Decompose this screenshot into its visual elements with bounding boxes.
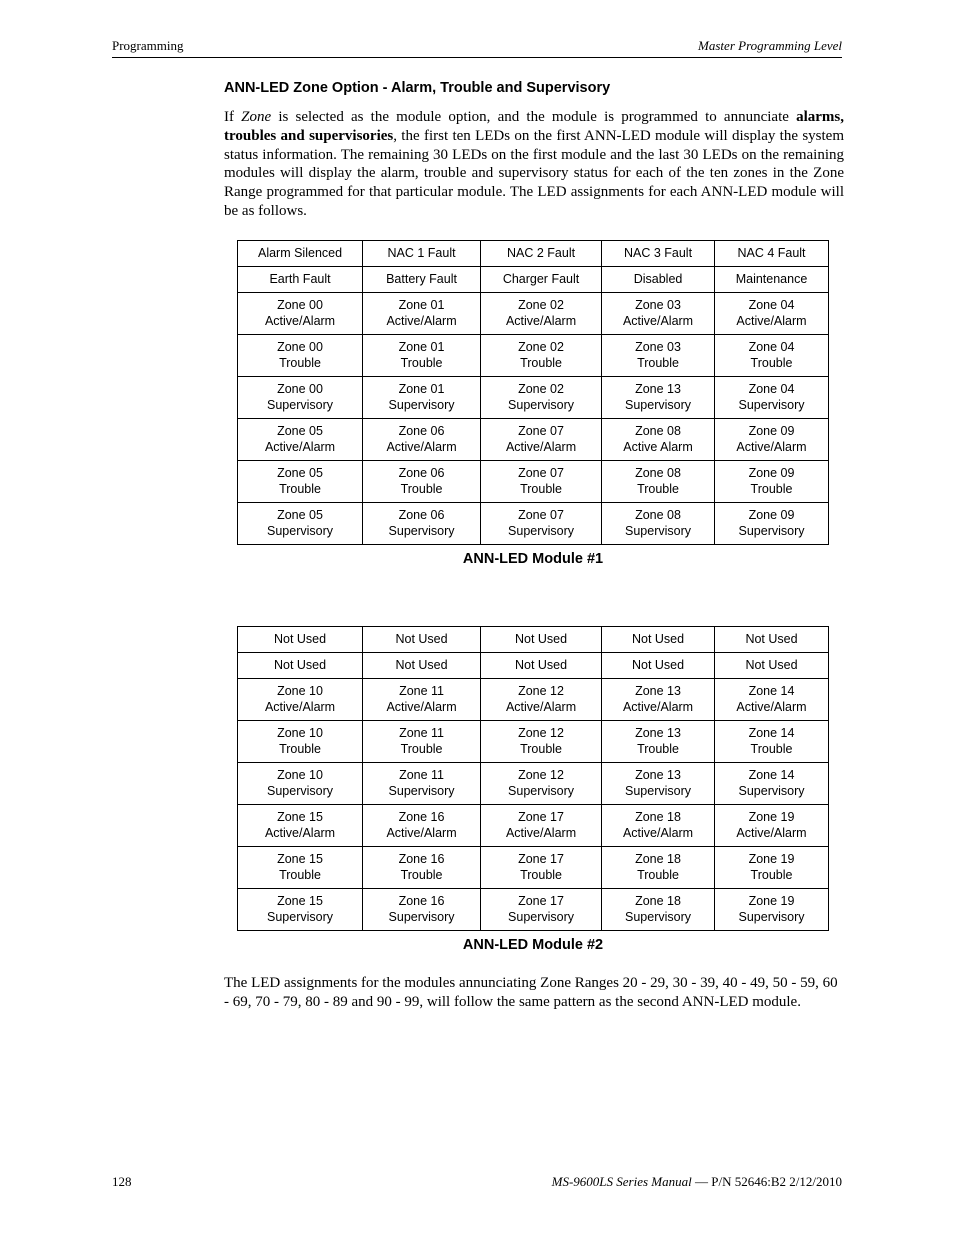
led-cell-line: Active/Alarm	[505, 825, 577, 840]
led-cell	[715, 241, 829, 267]
led-cell	[481, 721, 602, 763]
led-cell-line: Active/Alarm	[386, 439, 457, 454]
led-cell-line: Zone 05	[277, 508, 323, 522]
led-cell-line: Trouble	[750, 355, 793, 370]
led-cell-line: Zone 15	[277, 852, 323, 866]
led-cell-line: Not Used	[745, 657, 798, 672]
led-cell-line: Zone 16	[398, 810, 445, 824]
table-row	[238, 889, 829, 931]
led-cell-line: NAC 2 Fault	[506, 245, 576, 260]
led-cell-line: Zone 03	[635, 298, 681, 312]
led-cell-line: Active/Alarm	[264, 699, 336, 714]
led-cell-line: Zone 02	[518, 298, 564, 312]
led-cell-line: NAC 3 Fault	[623, 245, 693, 260]
closing-text: The LED assignments for the modules annunciating Zone Ranges 20 - 29, 30 - 39, 40 - 49, 50 - 59, 60 - 69, 70 - 79, 80 - 89 and 90 - 99, will follow the same pattern as the second ANN-LED module.	[224, 975, 838, 1010]
led-cell-line: Supervisory	[388, 909, 455, 924]
header-section-label: Programming	[112, 38, 184, 53]
table-row	[238, 847, 829, 889]
intro-text-2: is selected as the module option, and the module is programmed to annunciate	[271, 109, 797, 125]
led-cell	[602, 763, 715, 805]
led-cell-line: Supervisory	[508, 523, 575, 538]
led-cell-line: Zone 07	[518, 466, 564, 480]
led-cell-line: Active/Alarm	[264, 313, 336, 328]
led-cell-line: NAC 1 Fault	[387, 245, 456, 260]
led-cell	[363, 335, 481, 377]
led-cell-line: Zone 04	[748, 340, 795, 354]
led-cell	[715, 763, 829, 805]
led-cell-line: Zone 07	[518, 424, 564, 438]
led-cell	[238, 503, 363, 545]
led-cell-line: Zone 13	[635, 382, 681, 396]
led-cell-line: Zone 12	[518, 768, 564, 782]
led-cell	[363, 889, 481, 931]
led-cell-line: Zone 09	[748, 424, 795, 438]
led-cell-line: Earth Fault	[269, 271, 331, 286]
led-cell-line: Active/Alarm	[386, 313, 457, 328]
intro-zone-term: Zone	[241, 109, 272, 125]
led-cell-line: Active/Alarm	[736, 313, 807, 328]
led-cell	[715, 847, 829, 889]
led-cell	[602, 721, 715, 763]
led-cell-line: Supervisory	[508, 909, 575, 924]
led-cell-line: Active/Alarm	[264, 439, 336, 454]
led-cell-line: Zone 07	[518, 508, 564, 522]
table-row	[238, 805, 829, 847]
led-cell-line: Supervisory	[625, 523, 692, 538]
led-cell-line: Supervisory	[738, 783, 805, 798]
led-cell-line: Zone 16	[398, 852, 445, 866]
led-cell-line: Zone 04	[748, 382, 795, 396]
led-cell	[238, 721, 363, 763]
led-cell	[715, 461, 829, 503]
led-cell-line: Supervisory	[625, 783, 692, 798]
led-cell	[602, 847, 715, 889]
led-cell	[602, 241, 715, 267]
led-cell-line: Zone 08	[635, 466, 681, 480]
led-cell-line: Zone 08	[635, 424, 681, 438]
led-cell-line: Zone 13	[635, 726, 681, 740]
led-cell	[481, 627, 602, 653]
led-cell-line: Zone 17	[518, 810, 564, 824]
led-cell	[715, 889, 829, 931]
table-row	[238, 627, 829, 653]
table-row	[238, 503, 829, 545]
led-cell-line: Zone 10	[277, 726, 323, 740]
led-cell-line: Trouble	[400, 355, 443, 370]
led-cell-line: Zone 13	[635, 768, 681, 782]
led-cell-line: Supervisory	[738, 909, 805, 924]
led-cell-line: Zone 17	[518, 852, 564, 866]
module-1-caption: ANN-LED Module #1	[462, 551, 604, 567]
led-cell	[481, 805, 602, 847]
led-cell	[363, 419, 481, 461]
led-cell-line: Supervisory	[625, 909, 692, 924]
led-cell-line: Zone 13	[635, 684, 681, 698]
led-cell	[238, 679, 363, 721]
led-cell	[481, 889, 602, 931]
led-cell-line: Zone 19	[748, 852, 795, 866]
led-cell-line: Zone 06	[398, 424, 445, 438]
led-cell	[238, 377, 363, 419]
led-cell	[602, 889, 715, 931]
led-cell	[363, 503, 481, 545]
led-cell-line: Active Alarm	[623, 439, 693, 454]
page-number: 128	[112, 1174, 132, 1189]
led-cell-line: Supervisory	[388, 397, 455, 412]
led-cell	[238, 889, 363, 931]
led-cell-line: Supervisory	[625, 397, 692, 412]
led-cell-line: Zone 05	[277, 424, 323, 438]
led-cell-line: Zone 15	[277, 810, 323, 824]
led-cell	[602, 419, 715, 461]
ann-led-module-2-table	[237, 626, 829, 931]
led-cell-line: Supervisory	[388, 523, 455, 538]
led-cell-line: Trouble	[520, 481, 562, 496]
led-cell	[481, 653, 602, 679]
led-cell	[481, 241, 602, 267]
led-cell-line: Trouble	[279, 867, 321, 882]
led-cell-line: Supervisory	[388, 783, 455, 798]
led-cell-line: Active/Alarm	[736, 825, 807, 840]
led-cell-line: Zone 01	[398, 340, 445, 354]
led-cell	[363, 679, 481, 721]
led-cell	[481, 847, 602, 889]
led-cell-line: Supervisory	[267, 523, 334, 538]
led-cell-line: Zone 14	[748, 684, 795, 698]
led-cell	[481, 503, 602, 545]
footer-part-number: — P/N 52646:B2 2/12/2010	[691, 1174, 842, 1189]
table-row	[238, 679, 829, 721]
led-cell	[238, 805, 363, 847]
led-cell-line: NAC 4 Fault	[737, 245, 806, 260]
led-cell-line: Not Used	[745, 631, 798, 646]
table-row	[238, 461, 829, 503]
led-cell-line: Active/Alarm	[622, 699, 694, 714]
led-cell	[238, 653, 363, 679]
led-cell	[363, 377, 481, 419]
table-row	[238, 653, 829, 679]
led-cell	[238, 293, 363, 335]
led-cell-line: Supervisory	[738, 397, 805, 412]
led-cell-line: Maintenance	[735, 271, 808, 286]
led-cell-line: Zone 14	[748, 726, 795, 740]
led-cell-line: Zone 08	[635, 508, 681, 522]
led-cell	[363, 653, 481, 679]
led-cell-line: Active/Alarm	[505, 439, 577, 454]
led-cell	[238, 461, 363, 503]
led-cell-line: Active/Alarm	[386, 699, 457, 714]
led-cell	[481, 419, 602, 461]
led-cell-line: Disabled	[633, 271, 683, 286]
led-cell-line: Battery Fault	[386, 271, 457, 286]
led-cell	[481, 293, 602, 335]
intro-text-1: If	[224, 109, 242, 125]
led-cell	[715, 267, 829, 293]
led-cell-line: Supervisory	[738, 523, 805, 538]
led-cell-line: Not Used	[514, 631, 568, 646]
intro-text-3: , the first ten LEDs on the first ANN-LED module will display the system status information. The remaining 30 LEDs on the first module and the last 30 LEDs on the remaining modules will display the alarm, trouble and supervisory status for each of the ten zones in the Zone Range programmed for that particular module. The LED assignments for each ANN-LED module will be as follows.	[224, 127, 844, 219]
led-cell-line: Trouble	[400, 481, 443, 496]
intro-bold-term: alarms, troubles and supervisories	[224, 109, 844, 144]
table-row	[238, 335, 829, 377]
led-cell-line: Zone 18	[635, 852, 681, 866]
led-cell	[602, 377, 715, 419]
led-cell	[602, 461, 715, 503]
led-cell	[715, 653, 829, 679]
led-cell-line: Trouble	[637, 355, 679, 370]
led-cell	[363, 267, 481, 293]
led-cell-line: Trouble	[637, 481, 679, 496]
led-cell	[481, 763, 602, 805]
page-header	[112, 37, 842, 58]
led-cell-line: Alarm Silenced	[257, 245, 343, 260]
led-cell-line: Zone 14	[748, 768, 795, 782]
led-cell-line: Zone 00	[277, 340, 323, 354]
led-cell-line: Not Used	[273, 657, 327, 672]
section-title: ANN-LED Zone Option - Alarm, Trouble and Supervisory	[224, 80, 611, 96]
led-cell-line: Zone 19	[748, 810, 795, 824]
led-cell-line: Trouble	[520, 741, 562, 756]
led-cell-line: Zone 12	[518, 726, 564, 740]
led-cell-line: Trouble	[750, 867, 793, 882]
led-cell-line: Zone 12	[518, 684, 564, 698]
footer-manual-info	[552, 1174, 842, 1190]
led-cell	[602, 267, 715, 293]
table-row	[238, 267, 829, 293]
led-cell-line: Trouble	[400, 741, 443, 756]
led-cell	[481, 461, 602, 503]
led-cell-line: Zone 15	[277, 894, 323, 908]
led-cell-line: Zone 18	[635, 894, 681, 908]
led-cell	[602, 653, 715, 679]
led-cell	[363, 627, 481, 653]
led-cell	[481, 377, 602, 419]
led-cell-line: Charger Fault	[502, 271, 580, 286]
led-cell	[363, 805, 481, 847]
led-cell	[715, 293, 829, 335]
led-cell-line: Zone 16	[398, 894, 445, 908]
led-cell-line: Zone 11	[399, 684, 445, 698]
led-cell-line: Not Used	[631, 657, 685, 672]
led-cell-line: Zone 09	[748, 466, 795, 480]
led-cell-line: Zone 10	[277, 684, 323, 698]
led-cell	[602, 335, 715, 377]
led-cell-line: Not Used	[395, 631, 448, 646]
led-cell-line: Zone 06	[398, 466, 445, 480]
table-row	[238, 241, 829, 267]
led-cell-line: Not Used	[631, 631, 685, 646]
led-cell-line: Zone 10	[277, 768, 323, 782]
led-cell	[363, 763, 481, 805]
led-cell	[481, 267, 602, 293]
led-cell	[238, 335, 363, 377]
table-row	[238, 377, 829, 419]
led-cell	[715, 721, 829, 763]
table-row	[238, 293, 829, 335]
led-cell	[238, 419, 363, 461]
led-cell-line: Zone 11	[399, 726, 445, 740]
led-cell-line: Zone 05	[277, 466, 323, 480]
table-row	[238, 419, 829, 461]
led-cell-line: Active/Alarm	[736, 699, 807, 714]
led-cell	[238, 627, 363, 653]
header-chapter-title: Master Programming Level	[698, 38, 842, 53]
led-cell-line: Supervisory	[267, 397, 334, 412]
led-cell-line: Zone 01	[398, 382, 445, 396]
led-cell	[602, 627, 715, 653]
led-cell-line: Trouble	[279, 481, 321, 496]
led-cell-line: Trouble	[520, 867, 562, 882]
led-cell-line: Active/Alarm	[505, 313, 577, 328]
led-cell	[363, 847, 481, 889]
led-cell	[715, 627, 829, 653]
led-cell	[602, 293, 715, 335]
led-cell	[715, 805, 829, 847]
led-cell-line: Zone 09	[748, 508, 795, 522]
led-cell-line: Zone 06	[398, 508, 445, 522]
led-cell	[238, 763, 363, 805]
led-cell-line: Active/Alarm	[622, 825, 694, 840]
led-cell-line: Supervisory	[508, 397, 575, 412]
led-cell	[481, 335, 602, 377]
closing-paragraph	[224, 974, 846, 1012]
led-cell-line: Zone 00	[277, 382, 323, 396]
led-cell-line: Supervisory	[267, 783, 334, 798]
led-cell	[238, 267, 363, 293]
led-cell	[238, 241, 363, 267]
led-cell	[715, 503, 829, 545]
led-cell	[363, 241, 481, 267]
led-cell	[715, 679, 829, 721]
ann-led-module-1-table	[237, 240, 829, 545]
led-cell-line: Not Used	[273, 631, 327, 646]
led-cell-line: Not Used	[395, 657, 448, 672]
led-cell-line: Zone 18	[635, 810, 681, 824]
led-cell-line: Active/Alarm	[505, 699, 577, 714]
led-cell-line: Zone 02	[518, 382, 564, 396]
led-cell-line: Supervisory	[508, 783, 575, 798]
led-cell-line: Zone 04	[748, 298, 795, 312]
led-cell-line: Zone 00	[277, 298, 323, 312]
table-row	[238, 763, 829, 805]
table-row	[238, 721, 829, 763]
led-cell-line: Active/Alarm	[622, 313, 694, 328]
led-cell-line: Trouble	[520, 355, 562, 370]
led-cell-line: Zone 03	[635, 340, 681, 354]
led-cell-line: Active/Alarm	[736, 439, 807, 454]
footer-manual-title: MS-9600LS Series Manual	[551, 1174, 692, 1189]
intro-paragraph	[224, 108, 844, 221]
led-cell-line: Zone 19	[748, 894, 795, 908]
led-cell	[602, 503, 715, 545]
led-cell	[238, 847, 363, 889]
led-cell-line: Active/Alarm	[386, 825, 457, 840]
led-cell-line: Active/Alarm	[264, 825, 336, 840]
led-cell-line: Trouble	[637, 741, 679, 756]
led-cell-line: Zone 11	[399, 768, 445, 782]
led-cell	[602, 679, 715, 721]
led-cell-line: Trouble	[400, 867, 443, 882]
led-cell-line: Trouble	[750, 481, 793, 496]
led-cell-line: Zone 17	[518, 894, 564, 908]
led-cell	[363, 461, 481, 503]
led-cell	[481, 679, 602, 721]
led-cell-line: Trouble	[637, 867, 679, 882]
led-cell-line: Trouble	[750, 741, 793, 756]
led-cell-line: Supervisory	[267, 909, 334, 924]
led-cell-line: Not Used	[514, 657, 568, 672]
led-cell-line: Trouble	[279, 355, 321, 370]
led-cell	[715, 419, 829, 461]
led-cell-line: Trouble	[279, 741, 321, 756]
led-cell	[363, 721, 481, 763]
led-cell	[715, 335, 829, 377]
led-cell	[363, 293, 481, 335]
module-2-caption: ANN-LED Module #2	[462, 937, 604, 953]
led-cell	[602, 805, 715, 847]
led-cell	[715, 377, 829, 419]
led-cell-line: Zone 02	[518, 340, 564, 354]
led-cell-line: Zone 01	[398, 298, 445, 312]
